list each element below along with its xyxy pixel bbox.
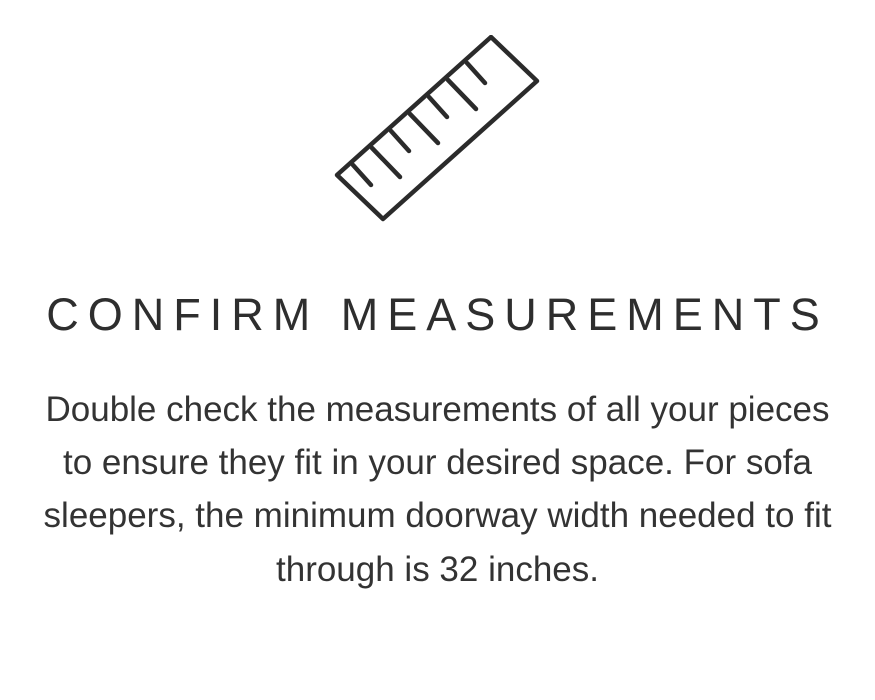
ruler-icon [308, 30, 568, 230]
body-text: Double check the measurements of all your pieces to ensure they fit in your desired space. For sofa sleepers, the minimum doorway width needed to fit through is 32 inches. [43, 390, 832, 589]
ruler-icon-graphic [323, 35, 553, 225]
page-title: CONFIRM MEASUREMENTS [46, 289, 829, 340]
